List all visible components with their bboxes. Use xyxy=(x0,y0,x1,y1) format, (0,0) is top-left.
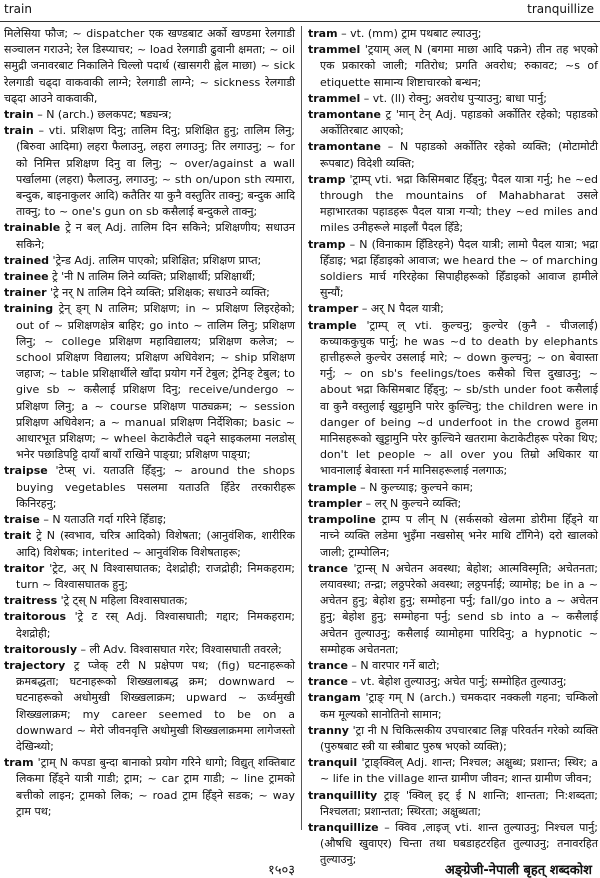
headword: tramontane xyxy=(308,108,381,122)
dictionary-entry xyxy=(308,107,598,139)
dictionary-entry xyxy=(4,512,295,528)
headword: trammel xyxy=(308,91,361,105)
headword: tramp xyxy=(308,172,346,186)
headword: trance xyxy=(308,658,348,672)
dictionary-entry xyxy=(4,253,295,269)
dictionary-entry xyxy=(308,788,598,820)
dictionary-entry xyxy=(308,91,598,107)
dictionary-entry xyxy=(4,642,295,658)
definition-text: 'ट्राम्प् ल् vti. कुल्चनु; कुल्चेर (कुनै - चीजलाई) कच्याककुचुक पार्नु; he was ~d to death by elephants हात्तीहरूले कुल्चेर उसलाई मारे; ~ down कुल्चनु; ~ on बेवास्ता गर्नु; ~ on sb's feelings/toes कसैको चित्त दुखाउनु; ~ about भद्रा किसिमबाट हिँड्नु; ~ sb/sth under foot कसैलाई वा कुनै वस्तुलाई खुट्टामुनि पारेर कुल्चिनु; the children were in danger of being ~d underfoot in the crowd हुलमा मानिसहरूको खुट्टामुनि परेर कुल्चिने खतरामा केटाकेटीहरू परेका थिए; don't let people ~ all over you तिम्रो अधिकार या भावनालाई बेवास्ता गर्न मानिसहरूलाई नलगाऊ; xyxy=(320,318,598,478)
headword: trait xyxy=(4,529,32,543)
definition-text: 'ट्रे ट रस् Adj. विश्वासघाती; गद्दार; निमकहराम; देशद्रोही; xyxy=(16,610,295,640)
headword: tranquillity xyxy=(308,788,378,802)
definition-text: – क्विव ,लाइज् vti. शान्त तुल्याउनु; निश्चल पार्नु; (औषधि खुवाएर) चिन्ता तथा घबडाहटरहित तुल्याउनु; तनावरहित तुल्याउनु; xyxy=(320,820,598,867)
headword: train xyxy=(4,124,34,138)
left-column xyxy=(4,26,295,830)
dictionary-entry xyxy=(4,220,295,252)
headword: trajectory xyxy=(4,658,66,672)
definition-text: 'ट्राङ् गम् N (arch.) चमकदार नक्कली गहना; चम्किलो कम मूल्यको सानोतिनो सामान; xyxy=(320,691,598,721)
dictionary-entry xyxy=(4,123,295,220)
dictionary-entry xyxy=(308,172,598,237)
dictionary-entry xyxy=(4,609,295,641)
headword: traitress xyxy=(4,594,58,608)
dictionary-entry xyxy=(308,561,598,658)
dictionary-entry xyxy=(4,755,295,820)
dictionary-entry xyxy=(308,480,598,496)
headword: tranquil xyxy=(308,756,358,770)
headword: traipse xyxy=(4,464,48,478)
headword: tramp xyxy=(308,237,346,251)
definition-text: – अर् N पैदल यात्री; xyxy=(358,302,444,316)
definition-text: 'ट्रा नी N चिकित्सकीय उपचारबाट लिङ्ग परिवर्तन गरेको व्यक्ति (पुरुषबाट स्त्री या स्त्रीबाट पुरुष भएको व्यक्ति); xyxy=(320,723,598,753)
dictionary-entry xyxy=(308,496,598,512)
definition-text: – N यताउति गर्दा गरिने हिँडाइ; xyxy=(39,513,167,527)
headword: training xyxy=(4,302,54,316)
headword: traitor xyxy=(4,561,45,575)
dictionary-entry xyxy=(4,561,295,593)
definition-text: – लर् N कुल्चने व्यक्ति; xyxy=(362,496,462,510)
headword: traitorously xyxy=(4,642,77,656)
dictionary-entry xyxy=(4,269,295,285)
right-column xyxy=(308,26,598,867)
headword: trammel xyxy=(308,43,361,57)
headword: tranny xyxy=(308,723,349,737)
headword: traitorous xyxy=(4,610,67,624)
definition-text: – N (arch.) छलकपट; षड्यन्त्र; xyxy=(33,108,172,122)
headword: traise xyxy=(4,513,40,527)
headword: tramontane xyxy=(308,140,381,154)
definition-text: 'ट्राम्प् vti. भद्रा किसिमबाट हिँड्नु; पैदल यात्रा गर्नु; he ~ed through the mountains of Mahabharat उसले महाभारतका पहाडहरू पैदल यात्रा गऱ्यो; they ~ed miles and miles उनीहरूले माइलौं पैदल हिँडे; xyxy=(320,172,598,235)
definition-text: ट्रेन् ङ्ग् N तालिम; प्रशिक्षण; in ~ प्रशिक्षण लिइरहेको; out of ~ प्रशिक्षणक्षेत्र बाहिर; go into ~ तालिम लिनु; प्रशिक्षण लिनु; ~ college प्रशिक्षण महाविद्यालय; प्रशिक्षण कलेज; ~ school प्रशिक्षण विद्यालय; प्रशिक्षण अधिवेशन; ~ ship प्रशिक्षण जहाज; ~ table प्रशिक्षार्थीले खाँदा प्रयोग गर्ने टेबुल; ट्रेनिङ् टेबुल; to give sb ~ कसैलाई प्रशिक्षण दिनु; receive/undergo ~ प्रशिक्षण लिनु; a ~ course प्रशिक्षण पाठ्यक्रम; ~ session प्रशिक्षण अधिवेशन; a ~ manual प्रशिक्षण निर्देशिका; basic ~ आधारभूत प्रशिक्षण; ~ wheel केटाकेटीले चढ्ने साइकलमा नलडोस् भनेर पछाडिपट्टि दायाँ बायाँ राखिने पाङ्ग्रा; प्रशिक्षण पाङ्ग्रा; xyxy=(16,302,295,462)
definition-text: 'ट्रेट, अर् N विश्वासघातक; देशद्रोही; राजद्रोही; निमकहराम; turn ~ विश्वासघातक हुनु; xyxy=(16,561,295,591)
book-title: अङ्ग्रेजी-नेपाली बृहत् शब्दकोश xyxy=(444,863,592,878)
headword: trained xyxy=(4,253,50,267)
dictionary-entry xyxy=(308,139,598,171)
dictionary-entry xyxy=(4,593,295,609)
dictionary-entry xyxy=(4,301,295,463)
dictionary-entry xyxy=(308,755,598,787)
header-right-guide-word: tranquillize xyxy=(527,2,594,16)
definition-text: 'ट्रान्स् N अचेतन अवस्था; बेहोश; आत्मविस्मृति; अचेतनता; लयावस्था; तन्द्रा; लठ्ठपरेको अवस्था; लठ्ठपर्नाई; व्यामोह; be in a ~ अचेतन हुनु; बेहोश हुनु; सम्मोहना पर्नु; fall/go into a ~ अचेतन हुनु; बेहोश हुनु; सम्मोहना पर्नु; send sb into a ~ कसैलाई अचेतन तुल्याउनु; कसैलाई व्यामोहमा पारिदिनु; a hypnotic ~ सम्मोहक अचेतनता; xyxy=(320,561,598,656)
definition-text: 'ट्रेन्ड Adj. तालिम पाएको; प्रशिक्षित; प्रशिक्षण प्राप्त; xyxy=(49,253,262,267)
definition-text: – N (विनाकाम हिँडिरहने) पैदल यात्री; लामो पैदल यात्रा; भद्रा हिँडाइ; भद्रा हिँडाइको आवाज; we heard the ~ of marching soldiers मार्च गरिरहेका सिपाहीहरूको हिँडाइको आवाज हामीले सुन्यौं; xyxy=(320,237,598,300)
definition-text: 'ट्राम् N कपडा बुन्दा बानाको प्रयोग गरिने धागो; विद्युत् शक्तिबाट लिकमा हिँड्ने यात्री गाडी; ट्राम; ~ car ट्राम गाडी; ~ line ट्रामको बत्तीको लाइन; ट्रामको लिक; ~ road ट्राम हिँड्ने सडक; ~ way ट्राम पथ; xyxy=(16,756,295,818)
dictionary-entry xyxy=(308,26,598,42)
definition-text: ट्राम्प प लीन् N (सर्कसको खेलमा डोरीमा हिँड्ने या नाच्ने व्यक्ति लडेमा भुइँमा नखसोस् भनेर माथि टाँगिने) दरो खालको जाली; ट्राम्पोलिन; xyxy=(320,513,598,559)
page-number: १५०३ xyxy=(268,863,296,878)
definition-text: – N वारपार गर्ने बाटो; xyxy=(347,658,440,672)
definition-text: 'ट्रे नर् N तालिम दिने व्यक्ति; प्रशिक्षक; सधाउने व्यक्ति; xyxy=(46,286,270,300)
definition-text: ट्रे N (स्वभाव, चरित्र आदिको) विशेषता; (आनुवंशिक, शारीरिक आदि) विशेषक; interited ~ आनुवंशिक विशेषताहरू; xyxy=(16,529,295,559)
definition-text: ट्राङ् 'क्विल् इट् ई N शान्ति; शान्तता; नि:शब्दता; निश्चलता; प्रशान्तता; स्थिरता; अक्षुब्धता; xyxy=(320,788,598,818)
definition-text: 'ट्रे ट्स् N महिला विश्वासघातक; xyxy=(57,594,188,608)
dictionary-entry xyxy=(308,723,598,755)
headword: trance xyxy=(308,675,348,689)
definition-text: – vt. (ll) रोक्नु; अवरोध पुऱ्याउनु; बाधा पार्नु; xyxy=(360,91,547,105)
dictionary-entry xyxy=(308,674,598,690)
dictionary-entry xyxy=(308,512,598,561)
headword: trainable xyxy=(4,221,61,235)
dictionary-entry xyxy=(4,463,295,512)
definition-text: 'टेप्स् vi. यताउति हिँड्नु; ~ around the shops buying vegetables पसलमा यताउति हिँडेर तरकारीहरू किनिरहनु; xyxy=(16,464,295,510)
headword: tram xyxy=(4,756,34,770)
headword: trample xyxy=(308,480,357,494)
dictionary-entry xyxy=(308,318,598,480)
headword: train xyxy=(4,108,34,122)
headword: tram xyxy=(308,27,338,40)
definition-text: 'ट्रयाम् अल् N (बगमा माछा आदि पक्रने) तीन तह भएको एक प्रकारको जाली; गतिरोध; प्रगति अवरोध; रुकावट; ~s of etiquette सामान्य शिष्टाचारको बन्धन; xyxy=(320,43,598,89)
headword: tranquillize xyxy=(308,820,379,834)
dictionary-entry xyxy=(308,42,598,91)
dictionary-entry xyxy=(308,658,598,674)
headword: trampoline xyxy=(308,513,376,527)
column-divider xyxy=(301,26,302,830)
headword: trainee xyxy=(4,270,49,284)
dictionary-entry xyxy=(4,658,295,755)
header-left-guide-word: train xyxy=(4,2,32,16)
definition-text: 'ट्राङ्क्विल् Adj. शान्त; निश्चल; अक्षुब्ध; प्रशान्त; स्थिर; a ~ life in the village शान्त ग्रामीण जीवन; शान्त ग्रामीण जीवन; xyxy=(320,756,598,786)
running-header xyxy=(0,2,600,20)
dictionary-entry xyxy=(4,528,295,560)
definition-text: – ली Adv. विश्वासघात गरेर; विश्वासघाती तवरले; xyxy=(77,642,282,656)
definition-text: ट्रे न बल् Adj. तालिम दिन सकिने; प्रशिक्षणीय; सधाउन सकिने; xyxy=(16,221,295,251)
definition-text: ट्र प्जेक् टरी N प्रक्षेपण पथ; (fig) घटनाहरूको क्रमबद्धता; घटनाहरूको शिख्खलाबद्ध क्रम; downward ~ घटनाहरूको अधोमुखी शिख्खलाक्रम; upward ~ ऊर्ध्वमुखी शिख्खलाक्रम; my career seemed to be on a downward ~ मेरो जीवनवृत्ति अधोमुखी शिख्खलाक्रममा लागेजस्तो देखिन्थ्यो; xyxy=(16,658,295,753)
headword: trampler xyxy=(308,496,363,510)
dictionary-entry xyxy=(4,285,295,301)
dictionary-entry xyxy=(308,237,598,302)
definition-text: – vt. बेहोश तुल्याउनु; अचेत पार्नु; सम्मोहित तुल्याउनु; xyxy=(347,675,567,689)
headword: tramper xyxy=(308,302,359,316)
definition-text: – N कुल्च्याइ; कुल्चने काम; xyxy=(356,480,474,494)
dictionary-entry xyxy=(308,690,598,722)
definition-text: मिलेसिया फौज; ~ dispatcher एक खण्डबाट अर्को खण्डमा रेलगाडी सञ्चालन गराउने; रेल डिस्प्याचर; ~ load रेलगाडी ढुवानी क्षमता; ~ oil समुद्री जनावरबाट निकालिने चिल्लो पदार्थ (खासगरी ह्वेल माछा) ~ sick रेलगाडी चढ्दा वाकवाकी लाग्ने; रेलगाडी लाग्ने; ~ sickness रेलगाडी चढ्दा आउने वाकवाकी, xyxy=(4,27,295,105)
definition-text: – N पहाडको अर्कोतिर रहेको व्यक्ति; (मोटामोटी रूपबाट) विदेशी व्यक्ति; xyxy=(320,140,598,170)
dictionary-entry xyxy=(4,26,295,107)
headword: trance xyxy=(308,561,348,575)
header-rule xyxy=(0,21,600,22)
definition-text: – vti. प्रशिक्षण दिनु; तालिम दिनु; प्रशिक्षित हुनु; तालिम लिनु; (बिरुवा आदिमा) लहरा फैलाउनु, लहरा लगाउनु; तिर लगाउनु; ~ for को निमित्त प्रशिक्षण दिनु वा लिनु; ~ over/against a wall पर्खालमा (लहरा) फैलाउनु, लगाउनु; ~ sth on/upon sth त्यमारा, बन्दुक, बाइनाकुलर आदि) कतैतिर या कुनै वस्तुतिर ताक्नु; बन्दुक आदि ताक्नु; to ~ one's gun on sb कसैलाई बन्दुकले ताक्नु; xyxy=(16,124,295,219)
headword: trainer xyxy=(4,286,47,300)
definition-text: – vt. (mm) ट्राम पथबाट ल्याउनु; xyxy=(337,27,482,40)
dictionary-entry xyxy=(4,107,295,123)
dictionary-entry xyxy=(308,301,598,317)
definition-text: ट्र 'मान् टेन् Adj. पहाडको अर्कोतिर रहेको; पहाडको अर्कोतिरबाट आएको; xyxy=(320,108,598,138)
definition-text: ट्रे 'नी N तालिम लिने व्यक्ति; प्रशिक्षार्थी; प्रशिक्षार्थी; xyxy=(48,270,256,284)
headword: trangam xyxy=(308,691,361,705)
headword: trample xyxy=(308,318,357,332)
